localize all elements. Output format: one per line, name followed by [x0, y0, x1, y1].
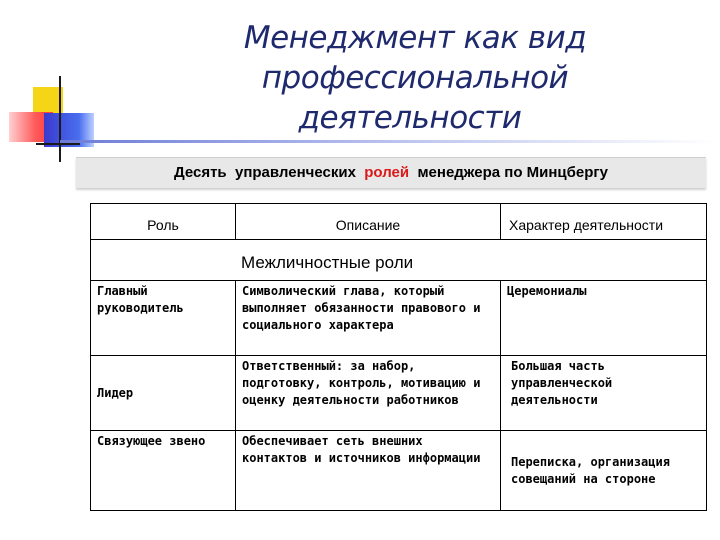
title-line-2: деятельности	[298, 100, 522, 136]
title-line-1: Менеджмент как вид профессиональной	[243, 20, 587, 96]
subtitle-highlight: ролей	[364, 164, 410, 181]
subtitle-text-end: менеджера по Минцбергу	[409, 164, 609, 181]
subtitle-banner	[76, 157, 706, 188]
cell-role: Связующее звено	[91, 431, 236, 511]
section-title: Межличностные роли	[91, 240, 707, 281]
section-row	[91, 240, 707, 281]
table-header-row	[91, 204, 707, 240]
cell-description: Ответственный: за набор, подготовку, контроль, мотивацию и оценку деятельности работников	[236, 356, 501, 431]
cell-role: Лидер	[91, 356, 236, 431]
header-role: Роль	[91, 204, 236, 240]
vertical-line-shape	[59, 76, 61, 162]
header-nature: Характер деятельности	[501, 204, 707, 240]
cell-role: Главный руководитель	[91, 281, 236, 356]
subtitle-text-start: Десять управленческих	[173, 164, 365, 181]
roles-table	[90, 203, 707, 511]
table-row	[91, 281, 707, 356]
table-row	[91, 431, 707, 511]
cell-nature: Церемониалы	[501, 281, 707, 356]
header-description: Описание	[236, 204, 501, 240]
cell-nature: Большая часть управленческой деятельности	[501, 356, 707, 431]
table-row	[91, 356, 707, 431]
cell-description: Символический глава, который выполняет обязанности правового и социального характера	[236, 281, 501, 356]
cell-nature: Переписка, организация совещаний на стороне	[501, 431, 707, 511]
title-underline	[60, 140, 716, 143]
horizontal-line-shape	[36, 143, 80, 145]
decorative-logo	[0, 0, 110, 170]
cell-description: Обеспечивает сеть внешних контактов и источников информации	[236, 431, 501, 511]
slide-title	[100, 18, 720, 138]
